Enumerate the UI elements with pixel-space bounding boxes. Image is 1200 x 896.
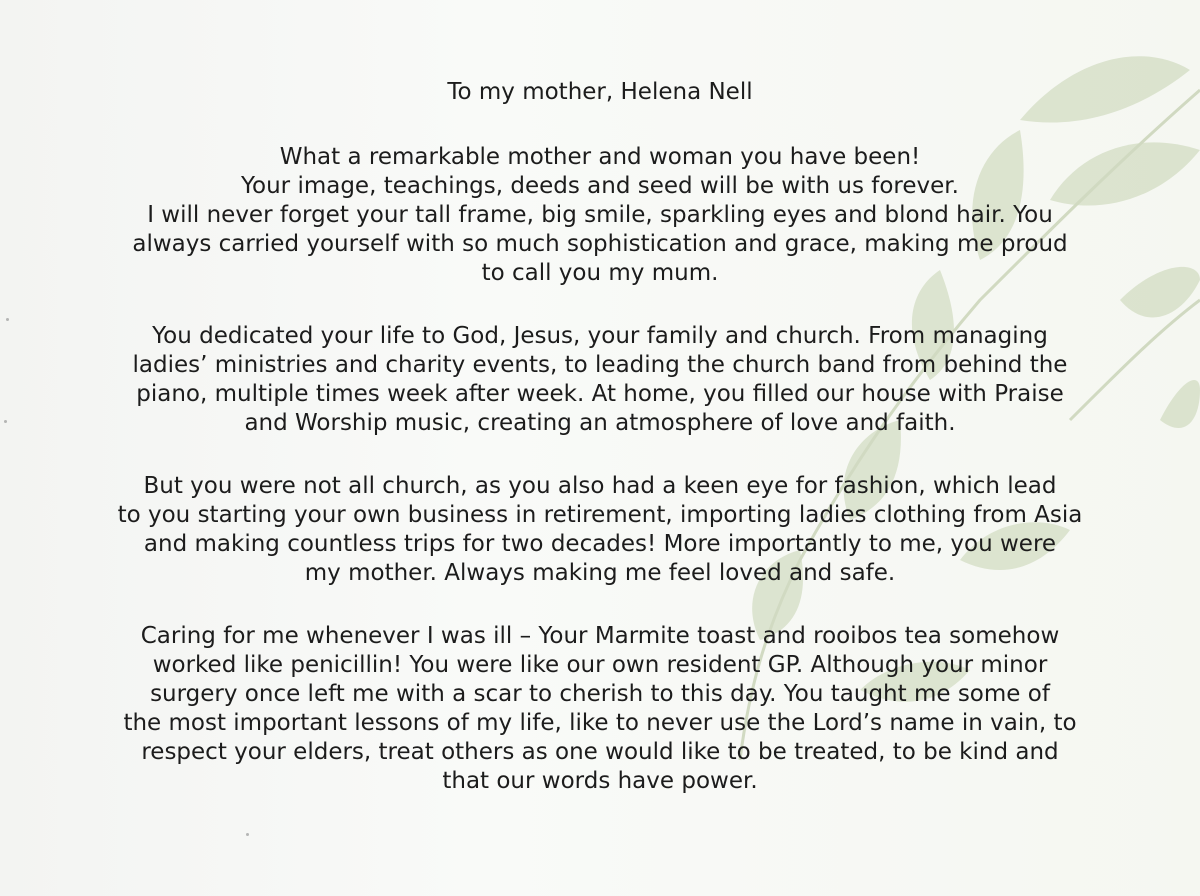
tribute-letter: [60, 78, 1140, 830]
text-line: worked like penicillin! You were like our own resident GP. Although your minor: [152, 652, 1048, 678]
text-line: I will never forget your tall frame, big smile, sparkling eyes and blond hair. You: [147, 202, 1053, 228]
text-line: the most important lessons of my life, like to never use the Lord’s name in vain, to: [123, 710, 1077, 736]
text-line: Your image, teachings, deeds and seed will be with us forever.: [241, 173, 959, 199]
text-line: But you were not all church, as you also had a keen eye for fashion, which lead: [143, 473, 1057, 499]
salutation: To my mother, Helena Nell: [447, 79, 753, 105]
paragraph-3: [60, 472, 1140, 588]
text-line: and making countless trips for two decades! More importantly to me, you were: [143, 531, 1057, 557]
text-line: respect your elders, treat others as one would like to be treated, to be kind and: [141, 739, 1059, 765]
paragraph-1: [60, 143, 1140, 288]
text-line: ladies’ ministries and charity events, to leading the church band from behind the: [132, 352, 1068, 378]
text-line: piano, multiple times week after week. At home, you filled our house with Praise: [136, 381, 1064, 407]
text-line: my mother. Always making me feel loved and safe.: [304, 560, 896, 586]
paragraph-2: [60, 322, 1140, 438]
text-line: to you starting your own business in retirement, importing ladies clothing from Asia: [117, 502, 1083, 528]
paper-speck: [6, 318, 9, 321]
paragraph-4: [60, 622, 1140, 796]
paper-speck: [246, 833, 249, 836]
text-line: that our words have power.: [442, 768, 758, 794]
text-line: You dedicated your life to God, Jesus, your family and church. From managing: [152, 323, 1048, 349]
text-line: Caring for me whenever I was ill – Your Marmite toast and rooibos tea somehow: [140, 623, 1060, 649]
text-line: and Worship music, creating an atmosphere of love and faith.: [244, 410, 956, 436]
text-line: to call you my mum.: [481, 260, 719, 286]
text-line: always carried yourself with so much sophistication and grace, making me proud: [132, 231, 1068, 257]
text-line: What a remarkable mother and woman you have been!: [279, 144, 921, 170]
paper-speck: [4, 420, 7, 423]
text-line: surgery once left me with a scar to cherish to this day. You taught me some of: [150, 681, 1050, 707]
